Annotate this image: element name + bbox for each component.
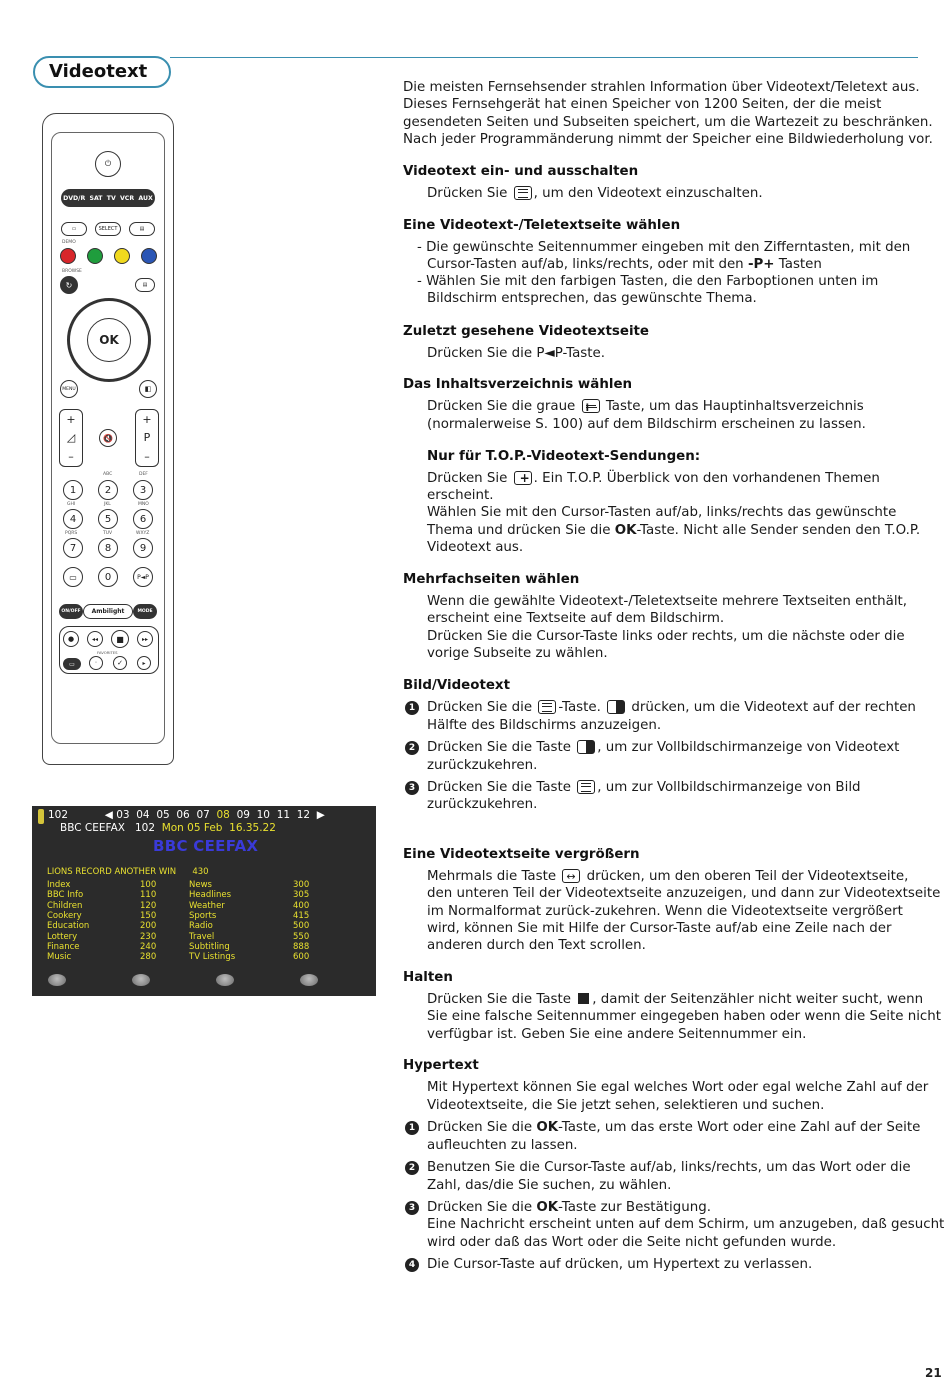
yellow-button: [114, 248, 130, 264]
s9-pre: Drücken Sie die Taste: [427, 992, 571, 1007]
teletext-page-list-2: 04: [136, 809, 150, 821]
s10-b4-line-1: Die Cursor-Taste auf drücken, um Hypertext zu verlassen.: [427, 1257, 813, 1272]
s8-line-3: im Normalformat zurück-zukehren. Wenn die Videotextseite vergrößert: [427, 904, 903, 919]
s3-post: -Taste.: [562, 346, 606, 361]
s4-pre: Drücken Sie die graue: [427, 399, 576, 414]
s7-b3-post: , um zur Vollbildschirmanzeige von Bild: [597, 780, 861, 795]
source-bar: [61, 189, 155, 207]
s8-line-5: anderen durch den Text scrollen.: [427, 938, 646, 953]
s3-text: [427, 345, 605, 362]
teletext-page-row: 102 ◀ 03 04 05 06 07 08 09 10 11 12 ▶: [48, 809, 325, 821]
red-button: [60, 248, 76, 264]
teletext-header-date: Mon 05 Feb 16.35.22: [161, 822, 276, 834]
page-title: Videotext: [49, 61, 148, 82]
volume-rocker: + ◿ –: [59, 409, 83, 467]
bullet-3: 3: [405, 781, 419, 795]
power-icon: ⏻: [95, 151, 121, 177]
ambilight-onoff: ON/OFF: [59, 604, 83, 619]
digit-3: 3: [133, 480, 153, 500]
s2-line-2b: -P+: [747, 257, 775, 272]
digit-6: 6: [133, 509, 153, 529]
s6-line-4: vorige Subseite zu wählen.: [427, 646, 608, 661]
s3-pre: Drücken Sie die: [427, 346, 537, 361]
teletext-index-page: 305: [293, 890, 310, 901]
split-key-icon: [607, 700, 625, 714]
s10-b1-line-1: [427, 1119, 920, 1136]
teletext-index-label: Travel: [189, 931, 215, 942]
view-icon: ◦: [89, 656, 103, 670]
teletext-index-label: Children: [47, 900, 83, 911]
teletext-index-label: Finance: [47, 941, 80, 952]
ambilight-label: Ambilight: [83, 604, 133, 619]
teletext-red-key: [48, 974, 66, 986]
page-title-pill: [33, 56, 171, 88]
teletext-blue-key: [300, 974, 318, 986]
s7-b1-mid: -Taste.: [558, 700, 601, 715]
s7-b2-line-2: zurückzukehren.: [427, 758, 538, 773]
teletext-index-label: Subtitling: [189, 941, 230, 952]
bullet-2: 2: [405, 741, 419, 755]
browse-label: BROWSE: [62, 269, 82, 274]
pp-button: P◄P: [133, 567, 153, 587]
s4-post: Taste, um das Hauptinhaltsverzeichnis: [605, 399, 864, 414]
index-key-icon: [582, 399, 600, 413]
forward-icon: ▸▸: [137, 631, 153, 647]
teletext-index-label: Sports: [189, 910, 217, 921]
teletext-page-list-10: 12: [296, 809, 311, 821]
source-aux: AUX: [138, 194, 153, 202]
green-button: [87, 248, 103, 264]
s5-post: . Ein T.O.P. Überblick von den vorhandenen Themen: [533, 471, 880, 486]
zoom-icon: ▭: [63, 658, 81, 670]
s5-line-5: Videotext aus.: [427, 540, 524, 555]
teletext-header-page: 102: [134, 822, 156, 834]
s4-line-2: (normalerweise S. 100) auf dem Bildschirm erscheinen zu lassen.: [427, 417, 866, 432]
s6-line-3: Drücken Sie die Cursor-Taste links oder rechts, um die nächste oder die: [427, 629, 905, 644]
s5-line-4: [427, 522, 920, 539]
teletext-page-list-7: 09: [236, 809, 250, 821]
s5-pre: Drücken Sie: [427, 471, 508, 486]
s10-b1b: OK: [536, 1120, 559, 1135]
s10-b3a: Drücken Sie die: [427, 1200, 537, 1215]
s7-b3-line-1: [427, 779, 861, 796]
hyper-bullet-4: 4: [405, 1258, 419, 1272]
program-rocker: + P –: [135, 409, 159, 467]
digit-letters-9: WXYZ: [136, 531, 150, 536]
s5-line-1: [427, 470, 880, 487]
digit-5: 5: [98, 509, 118, 529]
teletext-page-list-4: 06: [176, 809, 190, 821]
teletext-index-label: TV Listings: [189, 952, 236, 963]
favorites-label: FAVORITES: [97, 650, 118, 655]
teletext-index-page: 415: [293, 910, 310, 921]
s2-line-2a: Cursor-Tasten auf/ab, links/rechts, oder mit den: [427, 257, 748, 272]
ambilight-mode: MODE: [133, 604, 157, 619]
split-key-icon-2: [577, 740, 595, 754]
source-sat: SAT: [89, 194, 103, 202]
digit-4: 4: [63, 509, 83, 529]
s5-line-2: erscheint.: [427, 488, 494, 503]
s6-line-1: Wenn die gewählte Videotext-/Teletextseite mehrere Textseiten enthält,: [427, 594, 908, 609]
teletext-index-page: 120: [140, 900, 157, 911]
s8-pre: Mehrmals die Taste: [427, 869, 557, 884]
teletext-key-icon: [514, 186, 532, 200]
s2-line-4: Bildschirm entsprechen, das gewünschte Thema.: [427, 291, 757, 306]
teletext-key-icon-3: [577, 780, 595, 794]
teletext-banner: BBC CEEFAX: [153, 837, 259, 855]
select-button: SELECT: [95, 222, 121, 236]
teletext-index-page: 500: [293, 921, 310, 932]
digit-letters-6: MNO: [138, 502, 149, 507]
source-tv: TV: [106, 194, 116, 202]
s5-line-4c: -Taste. Nicht alle Sender senden den T.O.P.: [636, 523, 921, 538]
intro-line-4: Nach jeder Programmänderung nimmt der Speicher eine Bildwiederholung vor.: [403, 132, 933, 147]
teletext-header-row: [60, 822, 276, 834]
s2-line-2: [427, 256, 822, 273]
split-screen-icon: ◧: [139, 380, 157, 398]
digit-letters-5: JKL: [104, 502, 111, 507]
teletext-page-list-5: 07: [196, 809, 210, 821]
stop-icon: ■: [111, 630, 129, 648]
blue-button: [141, 248, 157, 264]
play-icon: ▸: [137, 656, 151, 670]
digit-letters-7: PQRS: [65, 531, 78, 536]
section-hold-title: Halten: [403, 970, 453, 985]
mute-icon: 🔇: [99, 429, 117, 447]
stop-key-icon: [578, 993, 589, 1004]
section-multipage-title: Mehrfachseiten wählen: [403, 572, 580, 587]
teletext-index-page: 150: [140, 910, 157, 921]
section-teletext-onoff-title: Videotext ein- und ausschalten: [403, 164, 639, 179]
s7-b1-line-2: Hälfte des Bildschirms anzuzeigen.: [427, 718, 662, 733]
section-picture-text-title: Bild/Videotext: [403, 678, 510, 693]
av-icon: ▭: [63, 567, 83, 587]
section-top-title: Nur für T.O.P.-Videotext-Sendungen:: [427, 449, 701, 464]
intro-line-2: Dieses Fernsehgerät hat einen Speicher von 1200 Seiten, der die meist: [403, 97, 882, 112]
s10-b3b: OK: [536, 1200, 559, 1215]
check-icon: ✓: [113, 656, 127, 670]
s9-line-2: Sie eine falsche Seitennummer eingegeben haben oder wenn die Seite nicht: [427, 1009, 942, 1024]
teletext-index-label: Headlines: [189, 890, 231, 901]
digit-letters-2: ABC: [103, 472, 113, 477]
digit-1: 1: [63, 480, 83, 500]
bullet-1: 1: [405, 701, 419, 715]
digit-7: 7: [63, 538, 83, 558]
section-teletext-onoff-text: [427, 185, 763, 202]
s10-line-1: Mit Hypertext können Sie egal welches Wort oder egal welche Zahl auf der: [427, 1080, 929, 1095]
teletext-page-number: 102: [48, 809, 69, 821]
digit-8: 8: [98, 538, 118, 558]
teletext-index-page: 400: [293, 900, 310, 911]
digit-letters-8: TUV: [103, 531, 113, 536]
teletext-page-list-1: 03: [116, 809, 130, 821]
digit-letters-3: DEF: [139, 472, 148, 477]
teletext-page-list-3: 05: [156, 809, 170, 821]
s7-b3-pre: Drücken Sie die Taste: [427, 780, 571, 795]
s9-line-3: verfügbar ist. Geben Sie eine andere Seitennummer ein.: [427, 1027, 807, 1042]
demo-label: DEMO: [62, 240, 76, 245]
s2-line-1: - Die gewünschte Seitennummer eingeben mit den Zifferntasten, mit den: [417, 240, 911, 255]
digit-0: 0: [98, 567, 118, 587]
s10-b2-line-1: Benutzen Sie die Cursor-Taste auf/ab, links/rechts, um das Wort oder die: [427, 1160, 911, 1175]
teletext-index-page: 888: [293, 941, 310, 952]
s5-line-4b: OK: [614, 523, 637, 538]
s7-b3-line-2: zurückzukehren.: [427, 797, 538, 812]
s7-b2-post: , um zur Vollbildschirmanzeige von Videotext: [597, 740, 900, 755]
s7-b1-line-1: [427, 699, 916, 716]
teletext-index-page: 280: [140, 952, 157, 963]
header-rule: [170, 57, 918, 58]
teletext-news-row: [47, 867, 209, 877]
s10-b2-line-2: Zahl, das/die Sie suchen, zu wählen.: [427, 1178, 672, 1193]
s10-b3-line-1: [427, 1199, 711, 1216]
teletext-key-icon-2: [538, 700, 556, 714]
teletext-index-page: 200: [140, 921, 157, 932]
s2-line-3: - Wählen Sie mit den farbigen Tasten, die den Farboptionen unten im: [417, 274, 879, 289]
teletext-button: ▤: [129, 222, 155, 236]
s6-line-2: erscheint eine Textseite auf dem Bildschirm.: [427, 611, 725, 626]
intro-line-3: gesendeten Seiten und Subseiten speichert, um die Wartezeit zu beschränken.: [403, 115, 933, 130]
hyper-bullet-1: 1: [405, 1121, 419, 1135]
teletext-header-name: BBC CEEFAX: [60, 822, 125, 834]
pp-key: P◄P: [536, 346, 563, 361]
digit-letters-4: GHI: [67, 502, 76, 507]
s10-b1-line-2: aufleuchten zu lassen.: [427, 1138, 578, 1153]
s10-b1a: Drücken Sie die: [427, 1120, 537, 1135]
source-dvd: DVD/R: [63, 194, 86, 202]
page-number: 21: [925, 1366, 942, 1380]
s8-line-2: den unteren Teil der Videotextseite anzuzeigen, und dann zur Videotextseite: [427, 886, 941, 901]
teletext-page-highlighted: 08: [216, 809, 230, 821]
teletext-yellow-key: [216, 974, 234, 986]
rewind-icon: ◂◂: [87, 631, 103, 647]
s5-line-4a: Thema und drücken Sie die: [427, 523, 615, 538]
teletext-screen: [32, 806, 376, 996]
teletext-news-title: LIONS RECORD ANOTHER WIN: [47, 867, 177, 877]
teletext-status-icon: [38, 809, 44, 824]
teletext-green-key: [132, 974, 150, 986]
hyper-bullet-2: 2: [405, 1161, 419, 1175]
s7-b1-pre: Drücken Sie die: [427, 700, 533, 715]
teletext-index-page: 600: [293, 952, 310, 963]
record-icon: ●: [63, 631, 79, 647]
s7-b2-pre: Drücken Sie die Taste: [427, 740, 571, 755]
teletext-index-page: 230: [140, 931, 157, 942]
ok-button: OK: [87, 318, 131, 362]
s10-b3c: -Taste zur Bestätigung.: [558, 1200, 711, 1215]
remote-control: [42, 113, 174, 765]
s10-b1c: -Taste, um das erste Wort oder eine Zahl auf der Seite: [558, 1120, 921, 1135]
index-button: ▤: [135, 278, 155, 292]
s8-line-1: [427, 868, 908, 885]
teletext-index-label: Music: [47, 952, 72, 963]
teletext-index-label: Radio: [189, 921, 213, 932]
pip-button: ▭: [61, 222, 87, 236]
teletext-index-label: Lottery: [47, 931, 78, 942]
teletext-index-label: Weather: [189, 900, 225, 911]
teletext-index-label: News: [189, 880, 212, 890]
source-vcr: VCR: [120, 194, 135, 202]
menu-button: MENU: [60, 380, 78, 398]
intro-line-1: Die meisten Fernsehsender strahlen Information über Videotext/Teletext aus.: [403, 80, 920, 95]
zoom-key-icon: [562, 869, 580, 883]
s7-b2-line-1: [427, 739, 899, 756]
teletext-index-label: Cookery: [47, 910, 82, 921]
hyper-bullet-3: 3: [405, 1201, 419, 1215]
s8-post: drücken, um den oberen Teil der Videotextseite,: [586, 869, 909, 884]
teletext-index-page: 550: [293, 931, 310, 942]
top-key-icon: [514, 471, 532, 485]
s8-line-4: wird, können Sie mit Hilfe der Cursor-Taste auf/ab eine Zeile nach der: [427, 921, 892, 936]
s1-post: , um den Videotext einzuschalten.: [533, 186, 763, 201]
s4-line-1: [427, 398, 864, 415]
teletext-index-page: 110: [140, 890, 157, 901]
s10-b3-line-3: wird oder daß das Wort oder die Seite nicht gefunden wurde.: [427, 1235, 837, 1250]
section-last-page-title: Zuletzt gesehene Videotextseite: [403, 324, 650, 339]
digit-9: 9: [133, 538, 153, 558]
section-enlarge-title: Eine Videotextseite vergrößern: [403, 847, 640, 862]
teletext-news-page: 430: [192, 867, 209, 877]
teletext-index-page: 300: [293, 880, 310, 890]
s10-b3-line-2: Eine Nachricht erscheint unten auf dem Schirm, um anzugeben, daß gesucht: [427, 1217, 945, 1232]
s9-line-1: [427, 991, 923, 1008]
teletext-index-page: 240: [140, 941, 157, 952]
s5-line-3: Wählen Sie mit den Cursor-Tasten auf/ab, links/rechts das gewünschte: [427, 505, 897, 520]
digit-2: 2: [98, 480, 118, 500]
section-hypertext-title: Hypertext: [403, 1058, 479, 1073]
s2-line-2c: Tasten: [774, 257, 822, 272]
teletext-index-label: Education: [47, 921, 90, 932]
section-index-title: Das Inhaltsverzeichnis wählen: [403, 377, 633, 392]
teletext-index-page: 100: [140, 880, 157, 890]
teletext-page-list-9: 11: [276, 809, 291, 821]
teletext-index-label: Index: [47, 880, 71, 890]
s9-post: , damit der Seitenzähler nicht weiter sucht, wenn: [592, 992, 924, 1007]
browse-icon: ↻: [60, 276, 78, 294]
s1-pre: Drücken Sie: [427, 186, 508, 201]
s10-line-2: Videotextseite, die Sie jetzt sehen, selektieren und suchen.: [427, 1098, 825, 1113]
program-label: P: [143, 431, 151, 445]
teletext-index-label: BBC Info: [47, 890, 84, 901]
section-select-page-title: Eine Videotext-/Teletextseite wählen: [403, 218, 681, 233]
teletext-page-list-8: 10: [256, 809, 270, 821]
s7-b1-post: drücken, um die Videotext auf der rechten: [631, 700, 916, 715]
